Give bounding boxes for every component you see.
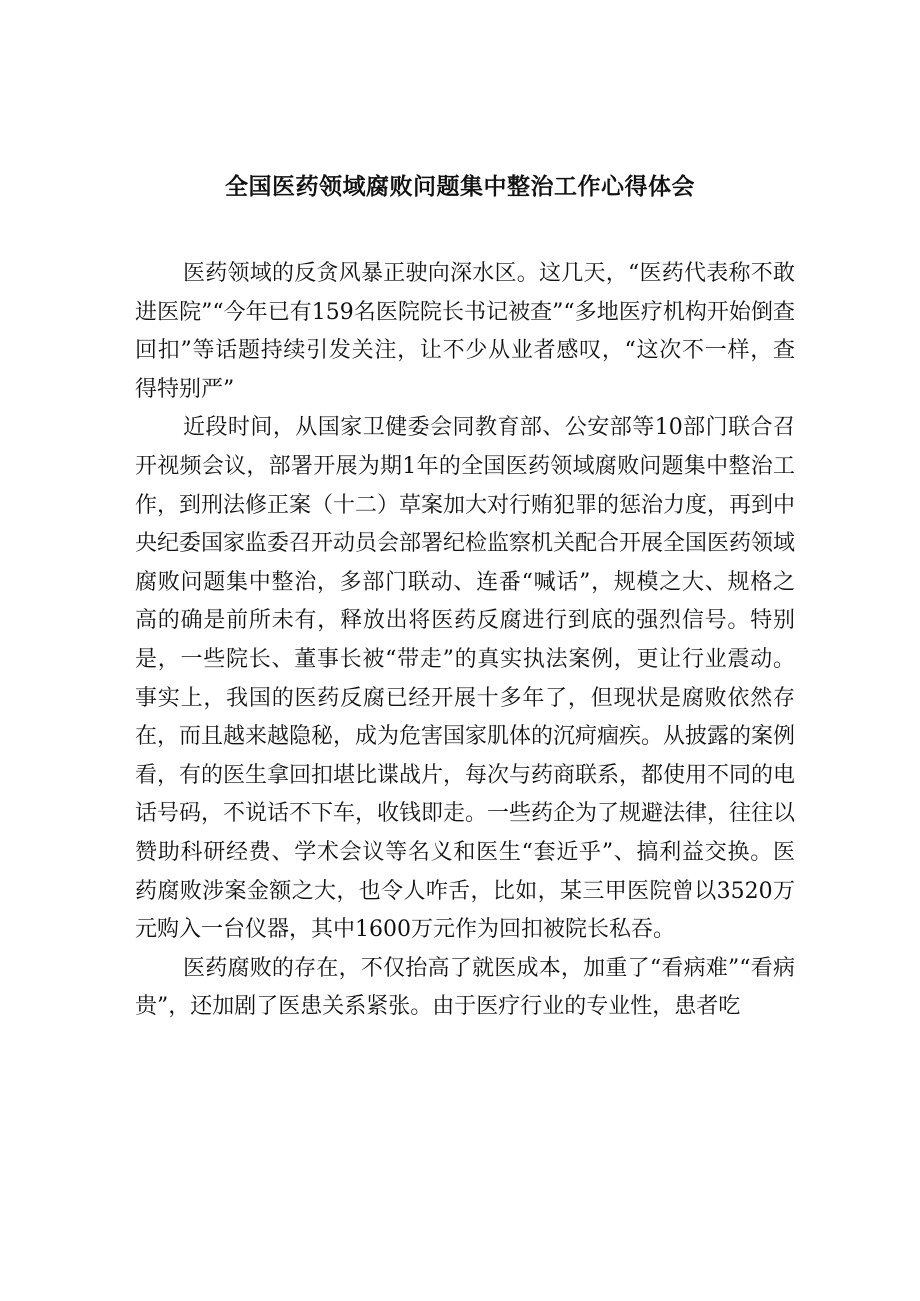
document-body [135,255,795,1027]
paragraph-2: 近段时间，从国家卫健委会同教育部、公安部等10部门联合召开视频会议，部署开展为期1年的全国医药领域腐败问题集中整治工作，到刑法修正案（十二）草案加大对行贿犯罪的惩治力度，再到中央纪委国家监委召开动员会部署纪检监察机关配合开展全国医药领域腐败问题集中整治，多部门联动、连番“喊话”，规模之大、规格之高的确是前所未有，释放出将医药反腐进行到底的强烈信号。特别是，一些院长、董事长被“带走”的真实执法案例，更让行业震动。事实上，我国的医药反腐已经开展十多年了，但现状是腐败依然存在，而且越来越隐秘，成为危害国家肌体的沉疴痼疾。从披露的案例看，有的医生拿回扣堪比谍战片，每次与药商联系，都使用不同的电话号码，不说话不下车，收钱即走。一些药企为了规避法律，往往以赞助科研经费、学术会议等名义和医生“套近乎”、搞利益交换。医药腐败涉案金额之大，也令人咋舌，比如，某三甲医院曾以3520万元购入一台仪器，其中1600万元作为回扣被院长私吞。 [135,415,796,943]
paragraph-1: 医药领域的反贪风暴正驶向深水区。这几天，“医药代表称不敢进医院”“今年已有159名医院院长书记被查”“多地医疗机构开始倒查回扣”等话题持续引发关注，让不少从业者感叹，“这次不一样，查得特别严” [135,261,795,402]
document-title: 全国医药领域腐败问题集中整治工作心得体会 [225,174,695,200]
paragraph-3: 医药腐败的存在，不仅抬高了就医成本，加重了“看病难”“看病贵”，还加剧了医患关系紧张。由于医疗行业的专业性，患者吃 [135,955,795,1020]
